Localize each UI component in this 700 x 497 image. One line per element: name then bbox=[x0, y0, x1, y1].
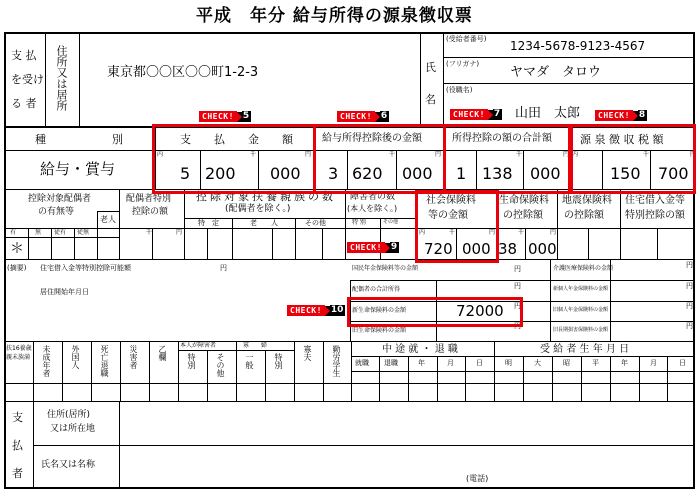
summary-label: (摘要) bbox=[7, 264, 27, 272]
payment-millions: 5 bbox=[180, 164, 191, 183]
dependents-header-2: (配偶者を除く。) bbox=[225, 204, 291, 214]
payment-thousands: 200 bbox=[205, 164, 236, 183]
social-insurance-thousands: 720 bbox=[424, 240, 453, 258]
spouse-mark: ＊ bbox=[10, 241, 24, 257]
residence-start-label: 居住開始年月日 bbox=[40, 288, 89, 296]
flag-otsu: 乙欄 bbox=[158, 345, 167, 361]
special-label: 特 別 bbox=[352, 219, 366, 226]
unit-en: 円 bbox=[686, 322, 693, 330]
withholding-ones: 700 bbox=[658, 164, 689, 183]
name-label-2: 名 bbox=[425, 93, 436, 106]
type-header: 種 別 bbox=[35, 133, 123, 146]
flag-disabled-other: その他 bbox=[216, 353, 225, 377]
midway-year: 年 bbox=[418, 359, 425, 367]
check-badge-8: CHECK! 8 bbox=[595, 110, 647, 121]
payer-label-2: 払 bbox=[12, 439, 23, 452]
midway-header: 中 途 就 ・ 退 職 bbox=[382, 344, 458, 355]
self-disabled-label: 本人が障害者 bbox=[180, 342, 217, 349]
recipient-label-3: る 者 bbox=[11, 97, 37, 110]
payment-header: 支 払 金 額 bbox=[180, 133, 299, 146]
deduction-total-header: 所得控除の額の合計額 bbox=[452, 133, 552, 144]
flag-disaster: 災害者 bbox=[129, 345, 138, 369]
highlight-after-deduction bbox=[313, 124, 446, 194]
old-longterm-insurance-label: 旧長期損害保険料の金額 bbox=[553, 327, 609, 333]
page-title: 平成 年分 給与所得の源泉徴収票 bbox=[196, 6, 473, 26]
life-insurance-ones: 000 bbox=[528, 240, 557, 258]
furigana-label: (フリガナ) bbox=[446, 60, 480, 68]
unit-en: 円 bbox=[686, 302, 693, 310]
unit-sen: 千 bbox=[449, 229, 456, 236]
social-insurance-ones: 000 bbox=[462, 240, 491, 258]
unit-sen: 千 bbox=[250, 151, 257, 158]
unit-sen: 千 bbox=[518, 229, 525, 236]
check-badge-6: CHECK! 6 bbox=[337, 111, 389, 122]
highlight-withholding bbox=[568, 124, 696, 194]
unit-en: 円 bbox=[514, 282, 521, 290]
title-label: (役職名) bbox=[446, 86, 473, 94]
social-insurance-header-2: 等の金額 bbox=[428, 210, 468, 221]
dependents-header: 控除対象扶養親族の数 bbox=[196, 190, 336, 203]
other-label: その他 bbox=[305, 219, 326, 227]
unit-en: 円 bbox=[514, 265, 521, 273]
check-badge-7: CHECK! 7 bbox=[450, 109, 502, 120]
birth-heisei: 平 bbox=[592, 359, 599, 367]
unit-uchi: 内 bbox=[572, 151, 579, 158]
deduction-total-millions: 1 bbox=[456, 164, 467, 183]
unit-sen: 千 bbox=[146, 229, 153, 236]
spouse-header-2: の有無等 bbox=[38, 207, 75, 217]
life-insurance-header-2: の控除額 bbox=[503, 210, 543, 221]
life-insurance-header: 生命保険料 bbox=[499, 195, 549, 206]
disabled-other-label: その他 bbox=[383, 219, 399, 225]
payer-label-1: 支 bbox=[12, 411, 23, 424]
unit-uchi: 内 bbox=[157, 151, 164, 158]
social-insurance-header: 社会保険料 bbox=[426, 195, 476, 206]
sub-ari: 有 bbox=[10, 229, 17, 236]
payer-phone-label: (電話) bbox=[466, 474, 489, 483]
recipient-label-1: 支 払 bbox=[11, 49, 37, 62]
midway-join: 就職 bbox=[355, 359, 369, 367]
birth-year: 年 bbox=[621, 359, 628, 367]
recipient-name-value: 山田 太郎 bbox=[515, 106, 581, 121]
address-value: 東京都〇〇区〇〇町1-2-3 bbox=[107, 65, 259, 80]
flag-disabled-special: 特別 bbox=[187, 353, 196, 369]
recipient-number-label: (受給者番号) bbox=[446, 35, 487, 43]
deduction-total-thousands: 138 bbox=[482, 164, 513, 183]
unit-en: 円 bbox=[686, 261, 693, 269]
spouse-special-header-2: 控除の額 bbox=[132, 207, 169, 217]
highlight-payment bbox=[152, 124, 316, 194]
flag-retired-death: 死亡退職 bbox=[100, 345, 109, 377]
name-label-1: 氏 bbox=[425, 61, 436, 74]
elderly-label: 老人 bbox=[100, 215, 116, 224]
unit-en: 円 bbox=[220, 264, 227, 272]
housing-loan-header-2: 特別控除の額 bbox=[625, 210, 685, 221]
payer-address-label-2: 又は所在地 bbox=[50, 424, 96, 434]
new-life-insurance-value: 72000 bbox=[456, 302, 504, 320]
unit-en: 円 bbox=[690, 151, 697, 158]
unit-uchi: 内 bbox=[419, 229, 426, 236]
furigana-value: ヤマダ タロウ bbox=[510, 65, 602, 80]
highlight-deduction-total bbox=[443, 124, 573, 194]
payment-ones: 000 bbox=[270, 164, 301, 183]
new-pension-insurance-label: 新個人年金保険料の金額 bbox=[553, 286, 609, 292]
new-life-insurance-label: 新生命保険料の金額 bbox=[352, 307, 407, 314]
old-life-insurance-label: 旧生命保険料の金額 bbox=[352, 327, 407, 334]
midway-month: 月 bbox=[447, 359, 454, 367]
flag-dependents-under16: 扶16養歳親未族満 bbox=[6, 345, 32, 361]
withholding-header: 源 泉 徴 収 税 額 bbox=[580, 133, 664, 146]
payer-label-3: 者 bbox=[12, 467, 23, 480]
earthquake-insurance-header: 地震保険料 bbox=[562, 195, 612, 206]
type-value: 給与・賞与 bbox=[40, 160, 116, 178]
deduction-total-ones: 000 bbox=[530, 164, 561, 183]
after-deduction-thousands: 620 bbox=[352, 164, 383, 183]
payer-name-label: 氏名又は名称 bbox=[41, 460, 96, 470]
sub-junashi: 従無 bbox=[77, 229, 90, 236]
check-badge-10: CHECK! 10 bbox=[287, 305, 345, 316]
unit-en: 円 bbox=[435, 151, 442, 158]
recipient-label-2: を受け bbox=[11, 73, 44, 86]
earthquake-insurance-header-2: の控除額 bbox=[564, 210, 604, 221]
flag-widow-special: 特別 bbox=[274, 353, 283, 369]
after-deduction-millions: 3 bbox=[328, 164, 339, 183]
unit-en: 円 bbox=[514, 302, 521, 310]
care-insurance-label: 介護医療保険料の金額 bbox=[553, 265, 614, 272]
flag-foreigner: 外国人 bbox=[71, 345, 80, 369]
recipient-number-value: 1234-5678-9123-4567 bbox=[510, 39, 646, 53]
housing-possible-label: 住宅借入金等特別控除可能額 bbox=[40, 264, 131, 272]
housing-loan-header: 住宅借入金等 bbox=[625, 195, 685, 206]
unit-en: 円 bbox=[514, 322, 521, 330]
unit-en: 円 bbox=[563, 151, 570, 158]
unit-sen: 千 bbox=[389, 151, 396, 158]
birth-taisho: 大 bbox=[534, 359, 541, 367]
flag-widower: 寡夫 bbox=[303, 345, 312, 361]
unit-sen: 千 bbox=[516, 151, 523, 158]
after-deduction-ones: 000 bbox=[402, 164, 433, 183]
unit-en: 円 bbox=[176, 229, 183, 236]
unit-en: 円 bbox=[550, 229, 557, 236]
widow-label: 寡 婦 bbox=[243, 342, 268, 349]
check-badge-5: CHECK! 5 bbox=[199, 111, 251, 122]
midway-leave: 退職 bbox=[384, 359, 398, 367]
old-pension-insurance-label: 旧個人年金保険料の金額 bbox=[553, 307, 609, 313]
specific-label: 特 定 bbox=[198, 219, 219, 227]
highlight-new-life-insurance bbox=[347, 297, 523, 327]
flag-minor: 未成年者 bbox=[42, 345, 51, 377]
sub-juari: 従有 bbox=[54, 229, 67, 236]
birth-day: 日 bbox=[679, 359, 686, 367]
spouse-income-label: 配偶者の合計所得 bbox=[352, 286, 401, 293]
national-pension-label: 国民年金保険料等の金額 bbox=[352, 265, 419, 272]
after-deduction-header: 給与所得控除後の金額 bbox=[322, 133, 422, 144]
flag-widow-general: 一般 bbox=[245, 353, 254, 369]
address-label: 住所又は居所 bbox=[55, 45, 68, 111]
birth-date-header: 受 給 者 生 年 月 日 bbox=[540, 344, 630, 355]
unit-en: 円 bbox=[489, 229, 496, 236]
elder-label: 老 人 bbox=[250, 219, 278, 227]
disabled-header-2: (本人を除く。) bbox=[347, 204, 398, 213]
highlight-social-insurance bbox=[415, 190, 499, 263]
check-badge-9: CHECK! 9 bbox=[347, 242, 399, 253]
unit-en: 円 bbox=[686, 282, 693, 290]
spouse-special-header: 配偶者特別 bbox=[126, 194, 172, 204]
withholding-thousands: 150 bbox=[610, 164, 641, 183]
flag-working-student: 勤労学生 bbox=[332, 345, 341, 377]
midway-day: 日 bbox=[476, 359, 483, 367]
disabled-header: 障害者の数 bbox=[350, 192, 396, 202]
spouse-header: 控除対象配偶者 bbox=[28, 194, 92, 204]
birth-month: 月 bbox=[650, 359, 657, 367]
unit-en: 円 bbox=[305, 151, 312, 158]
sub-nashi: 無 bbox=[35, 229, 42, 236]
unit-sen: 千 bbox=[643, 151, 650, 158]
birth-meiji: 明 bbox=[505, 359, 512, 367]
payer-address-label: 住所(居所) bbox=[47, 410, 91, 420]
life-insurance-thousands: 38 bbox=[498, 240, 518, 258]
birth-showa: 昭 bbox=[563, 359, 570, 367]
